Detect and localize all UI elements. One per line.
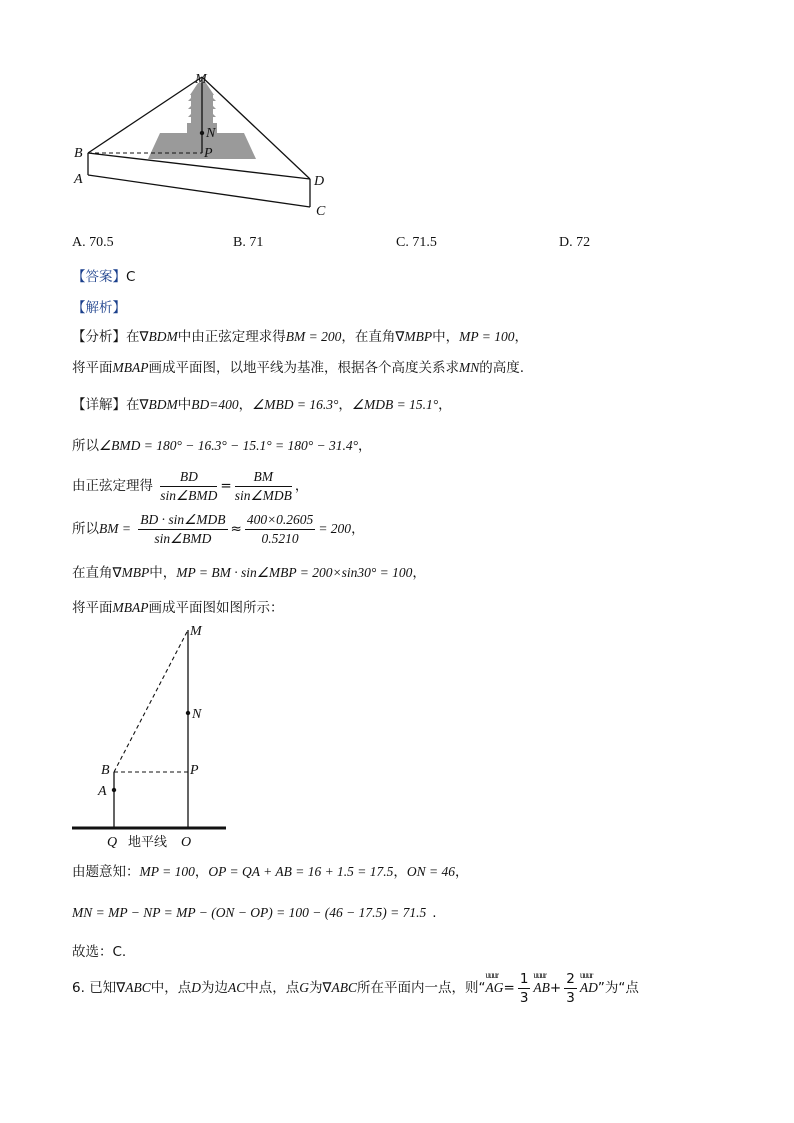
answer-value: C bbox=[126, 269, 136, 285]
step3-lhs: BM = bbox=[99, 521, 131, 536]
q6-ab: AB bbox=[533, 980, 550, 995]
fenxi-text-2: 中由正弦定理求得 bbox=[177, 329, 286, 345]
option-a: A. 70.5 bbox=[72, 235, 114, 250]
step1-expr: ∠BMD = 180° − 16.3° − 15.1° = 180° − 31.4° bbox=[99, 438, 359, 453]
step6-on: ON = 46 bbox=[406, 864, 456, 879]
step6-post: ， bbox=[455, 864, 469, 880]
step6-pre: 由题意知： bbox=[72, 864, 140, 880]
q6-p1: 已知 bbox=[89, 980, 117, 996]
step2-line bbox=[72, 466, 308, 506]
step2-frac-1 bbox=[160, 468, 217, 505]
xiangjie-tag: 【详解】 bbox=[72, 397, 126, 413]
label-M: M bbox=[190, 624, 202, 639]
label-M: M bbox=[195, 72, 207, 87]
step5-post: 画成平面图如图所示： bbox=[148, 600, 284, 616]
q6-ad: AD bbox=[579, 980, 598, 995]
edge-AC bbox=[88, 175, 310, 207]
label-O: O bbox=[181, 835, 192, 850]
q6-p4: 中点，点 bbox=[245, 980, 300, 996]
dashed-BM bbox=[114, 630, 188, 772]
step7-expr: MN = MP − NP = MP − (ON − OP) = 100 − (46 − 17.5) = 71.5 bbox=[72, 905, 427, 920]
label-N: N bbox=[206, 126, 216, 141]
step6-mp: MP = 100 bbox=[139, 864, 195, 879]
step2-post: ， bbox=[294, 478, 309, 494]
step3-f2-den: 0.5210 bbox=[261, 530, 299, 546]
step2-f1-den: sin∠BMD bbox=[160, 487, 218, 503]
step4-expr: MP = BM · sin∠MBP = 200×sin30° = 100 bbox=[176, 565, 413, 580]
q6-c1-num: 1 bbox=[519, 970, 529, 987]
point-N bbox=[186, 711, 190, 715]
fenxi-line2-b: 画成平面图，以地平线为基准，根据各个高度关系求 bbox=[148, 360, 459, 376]
label-P: P bbox=[204, 146, 213, 161]
label-A: A bbox=[74, 172, 83, 187]
fenxi-line2-c: 的高度. bbox=[479, 360, 525, 376]
xiangjie-text-2: 中 bbox=[177, 397, 192, 413]
label-A: A bbox=[98, 784, 107, 799]
fenxi-text-3: ，在直角 bbox=[341, 329, 396, 345]
step3-post: ， bbox=[351, 521, 365, 537]
q6-c1-den: 3 bbox=[519, 989, 529, 1006]
step5-mbap: MBAP bbox=[112, 600, 149, 615]
vector-AB bbox=[533, 968, 550, 1008]
option-d: D. 72 bbox=[559, 235, 591, 250]
triangle-symbol-3: ∇ bbox=[139, 397, 149, 413]
fenxi-bm: BM = 200 bbox=[285, 329, 342, 344]
label-D: D bbox=[314, 174, 325, 189]
triangle-symbol-5: ∇ bbox=[116, 980, 126, 996]
q6-p5: 为 bbox=[308, 980, 323, 996]
ground-label: 地平线 bbox=[128, 835, 168, 850]
fenxi-text-5: ， bbox=[514, 329, 529, 345]
q6-tail: ”为“点 bbox=[597, 980, 639, 996]
sep-2: ， bbox=[338, 397, 352, 413]
q6-p6: 所在平面内一点，则“ bbox=[357, 980, 486, 996]
triangle-symbol: ∇ bbox=[139, 329, 149, 345]
step6-op: OP = QA + AB = 16 + 1.5 = 17.5 bbox=[208, 864, 394, 879]
fenxi-line-2 bbox=[72, 358, 524, 378]
q6-g: G bbox=[299, 980, 309, 995]
q6-plus: + bbox=[549, 980, 562, 996]
sep-3: ， bbox=[438, 397, 452, 413]
xiangjie-bdm: BDM bbox=[148, 397, 178, 412]
step5-line bbox=[72, 598, 284, 618]
xiangjie-line bbox=[72, 395, 452, 415]
q6-abc-2: ABC bbox=[331, 980, 358, 995]
step3-frac-1 bbox=[138, 511, 227, 548]
label-C: C bbox=[316, 204, 326, 219]
step6-line bbox=[72, 862, 469, 882]
step2-eq: = bbox=[220, 478, 232, 494]
q6-num: 6. bbox=[72, 980, 85, 996]
step3-f2-num: 400×0.2605 bbox=[245, 511, 316, 530]
option-b: B. 71 bbox=[233, 235, 264, 250]
angle-mbd: ∠MBD = 16.3° bbox=[252, 397, 339, 412]
label-N: N bbox=[192, 707, 202, 722]
label-B: B bbox=[101, 763, 110, 778]
step6-sep-2: ， bbox=[393, 864, 407, 880]
q6-frac-2 bbox=[564, 970, 577, 1007]
fenxi-line-1 bbox=[72, 327, 528, 347]
vec-mark-ad: uuur bbox=[579, 970, 593, 980]
step7-post: . bbox=[432, 905, 437, 921]
step4-post: ， bbox=[412, 565, 426, 581]
fenxi-text-1: 在 bbox=[126, 329, 140, 345]
fenxi-mn: MN bbox=[459, 360, 480, 375]
answer-tag: 【答案】 bbox=[72, 269, 126, 285]
q6-c2-den: 3 bbox=[566, 989, 575, 1006]
q6-abc: ABC bbox=[125, 980, 151, 995]
point-N bbox=[200, 131, 204, 135]
q6-frac-1 bbox=[518, 970, 531, 1007]
label-B: B bbox=[74, 146, 83, 161]
vec-mark-ag: uuur bbox=[485, 970, 499, 980]
q6-p3: 为边 bbox=[200, 980, 228, 996]
step4-pre: 在直角 bbox=[72, 565, 113, 581]
tri-BDM: BDM bbox=[148, 329, 178, 344]
step3-f1-num: BD · sin∠MDB bbox=[138, 511, 227, 530]
step2-frac-2 bbox=[235, 468, 292, 505]
triangle-symbol-2: ∇ bbox=[395, 329, 405, 345]
step3-line bbox=[72, 509, 365, 549]
sep-1: ， bbox=[238, 397, 253, 413]
step7-line bbox=[72, 903, 437, 923]
q6-c2-num: 2 bbox=[566, 970, 575, 987]
step3-approx: ≈ bbox=[230, 521, 242, 537]
option-c: C. 71.5 bbox=[396, 235, 437, 250]
step1-post: ， bbox=[358, 438, 372, 454]
edge-MD bbox=[202, 77, 310, 179]
step3-pre: 所以 bbox=[72, 521, 99, 537]
step4-tri: MBP bbox=[121, 565, 150, 580]
step2-f2-den: sin∠MDB bbox=[234, 487, 292, 503]
analysis-tag: 【解析】 bbox=[72, 300, 126, 316]
step5-pre: 将平面 bbox=[72, 600, 113, 616]
q6-ac: AC bbox=[227, 980, 246, 995]
fenxi-tag: 【分析】 bbox=[72, 329, 126, 345]
xiangjie-text-1: 在 bbox=[126, 397, 140, 413]
step4-line bbox=[72, 563, 426, 583]
answer-line bbox=[72, 265, 135, 285]
q6-p2: 中，点 bbox=[150, 980, 192, 996]
step2-f2-num: BM bbox=[235, 468, 292, 487]
angle-mdb: ∠MDB = 15.1° bbox=[351, 397, 439, 412]
step2-pre: 由正弦定理得 bbox=[72, 478, 153, 494]
question-6 bbox=[72, 968, 639, 1008]
q6-d: D bbox=[191, 980, 201, 995]
label-P: P bbox=[190, 763, 199, 778]
step2-f1-num: BD bbox=[160, 468, 217, 487]
step3-f1-den: sin∠BMD bbox=[154, 530, 212, 546]
fenxi-text-4: 中， bbox=[432, 329, 460, 345]
step6-sep-1: ， bbox=[194, 864, 209, 880]
fenxi-mbap: MBAP bbox=[112, 360, 149, 375]
fenxi-line2-a: 将平面 bbox=[72, 360, 113, 376]
vector-AD bbox=[580, 968, 598, 1008]
tri-MBP: MBP bbox=[404, 329, 433, 344]
triangle-symbol-4: ∇ bbox=[112, 565, 122, 581]
step4-mid: 中， bbox=[149, 565, 177, 581]
vec-mark-ab: uuur bbox=[533, 970, 546, 980]
vector-AG bbox=[486, 968, 504, 1008]
step1-line bbox=[72, 436, 372, 456]
label-Q: Q bbox=[107, 835, 118, 850]
figure-2-diagram bbox=[70, 620, 240, 852]
point-A bbox=[112, 788, 116, 792]
step3-rhs: = 200 bbox=[318, 521, 352, 536]
q6-eq: = bbox=[503, 980, 515, 996]
figure-1-diagram bbox=[60, 65, 340, 225]
triangle-symbol-6: ∇ bbox=[322, 980, 332, 996]
step3-frac-2 bbox=[245, 511, 316, 548]
fenxi-mp: MP = 100 bbox=[459, 329, 515, 344]
xiangjie-bd: BD=400 bbox=[191, 397, 239, 412]
choose-line: 故选：C. bbox=[72, 944, 127, 960]
step1-pre: 所以 bbox=[72, 438, 99, 454]
q6-ag: AG bbox=[485, 980, 504, 995]
